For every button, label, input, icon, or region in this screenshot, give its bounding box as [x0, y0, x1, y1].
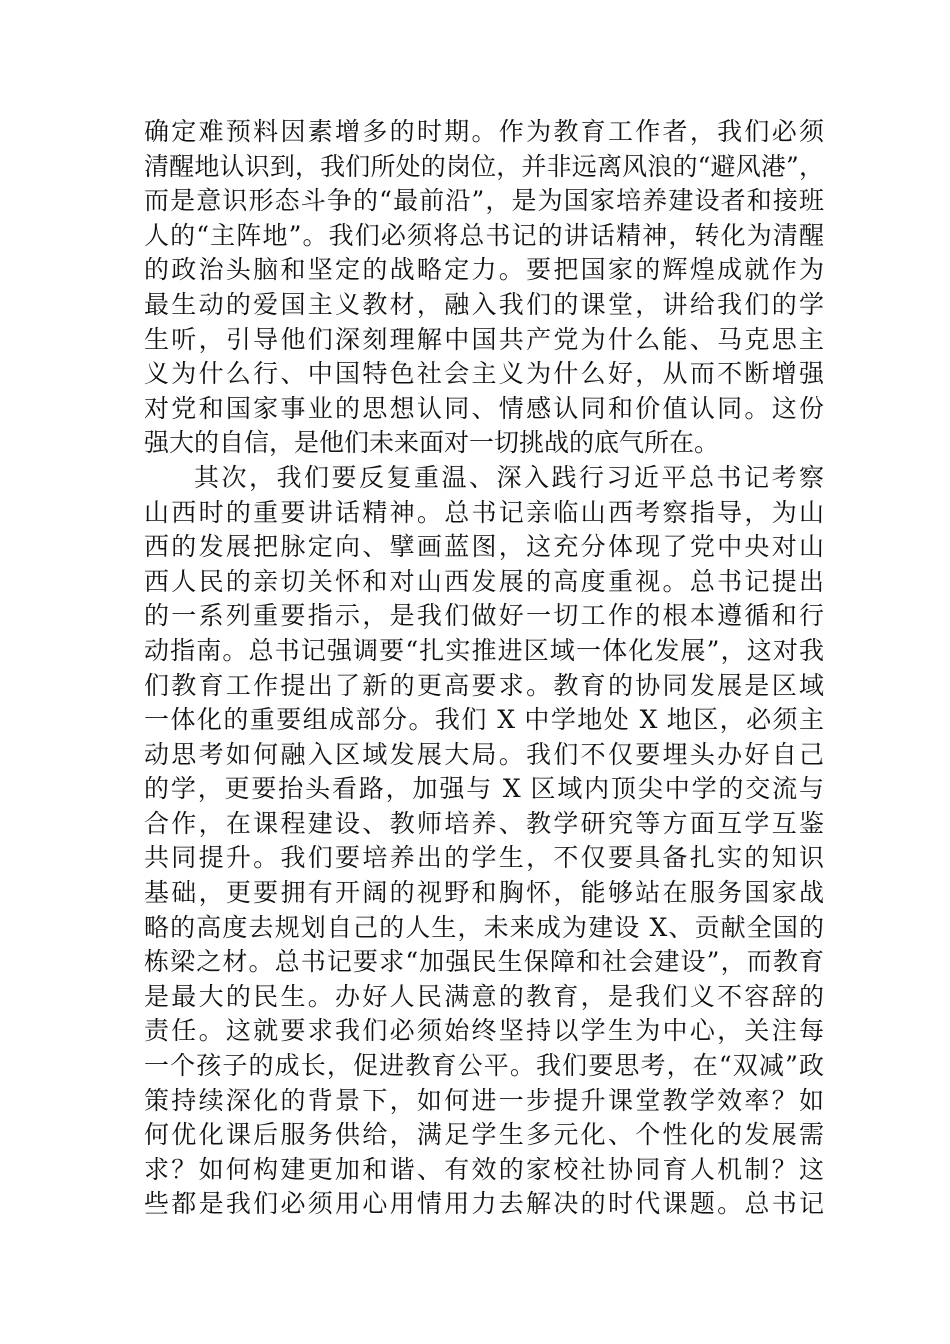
- text-line: 人的“主阵地”。我们必须将总书记的讲话精神，转化为清醒: [144, 220, 824, 250]
- text-line: 动思考如何融入区域发展大局。我们不仅要埋头办好自己: [144, 739, 824, 769]
- text-line: 西的发展把脉定向、擘画蓝图，这充分体现了党中央对山: [144, 532, 824, 562]
- text-line: 西人民的亲切关怀和对山西发展的高度重视。总书记提出: [144, 566, 824, 596]
- text-line: 清醒地认识到，我们所处的岗位，并非远离风浪的“避风港”，: [144, 151, 824, 181]
- text-line: 强大的自信，是他们未来面对一切挑战的底气所在。: [144, 428, 720, 458]
- text-line: 生听，引导他们深刻理解中国共产党为什么能、马克思主: [144, 324, 824, 354]
- text-line: 山西时的重要讲话精神。总书记亲临山西考察指导，为山: [144, 497, 824, 527]
- text-line: 的学，更要抬头看路，加强与 X 区域内顶尖中学的交流与: [144, 774, 824, 804]
- text-line: 一个孩子的成长，促进教育公平。我们要思考，在“双减”政: [144, 1051, 824, 1081]
- text-line: 策持续深化的背景下，如何进一步提升课堂教学效率？如: [144, 1085, 824, 1115]
- text-line: 共同提升。我们要培养出的学生，不仅要具备扎实的知识: [144, 843, 824, 873]
- text-line: 确定难预料因素增多的时期。作为教育工作者，我们必须: [144, 117, 824, 146]
- text-line: 们教育工作提出了新的更高要求。教育的协同发展是区域: [144, 670, 824, 700]
- text-line: 的一系列重要指示，是我们做好一切工作的根本遵循和行: [144, 601, 824, 631]
- text-line: 最生动的爱国主义教材，融入我们的课堂，讲给我们的学: [144, 289, 824, 319]
- text-line: 求？如何构建更加和谐、有效的家校社协同育人机制？这: [144, 1154, 824, 1184]
- text-line: 略的高度去规划自己的人生，未来成为建设 X、贡献全国的: [144, 912, 824, 942]
- text-line: 责任。这就要求我们必须始终坚持以学生为中心，关注每: [144, 1016, 824, 1046]
- text-line: 义为什么行、中国特色社会主义为什么好，从而不断增强: [144, 359, 824, 389]
- text-line: 些都是我们必须用心用情用力去解决的时代课题。总书记: [144, 1189, 824, 1219]
- text-line: 栋梁之材。总书记要求“加强民生保障和社会建设”，而教育: [144, 947, 824, 977]
- text-line: 而是意识形态斗争的“最前沿”，是为国家培养建设者和接班: [144, 186, 824, 216]
- text-line: 何优化课后服务供给，满足学生多元化、个性化的发展需: [144, 1120, 824, 1150]
- text-line: 对党和国家事业的思想认同、情感认同和价值认同。这份: [144, 393, 824, 423]
- body-text: [144, 115, 824, 1222]
- text-line: 是最大的民生。办好人民满意的教育，是我们义不容辞的: [144, 981, 824, 1011]
- text-line: 一体化的重要组成部分。我们 X 中学地处 X 地区，必须主: [144, 705, 824, 735]
- text-line: 合作，在课程建设、教师培养、教学研究等方面互学互鉴: [144, 808, 824, 838]
- text-line: 动指南。总书记强调要“扎实推进区域一体化发展”，这对我: [144, 635, 824, 665]
- text-line: 基础，更要拥有开阔的视野和胸怀，能够站在服务国家战: [144, 878, 824, 908]
- paragraph-first-line: 其次，我们要反复重温、深入践行习近平总书记考察: [194, 462, 824, 492]
- text-line: 的政治头脑和坚定的战略定力。要把国家的辉煌成就作为: [144, 255, 824, 285]
